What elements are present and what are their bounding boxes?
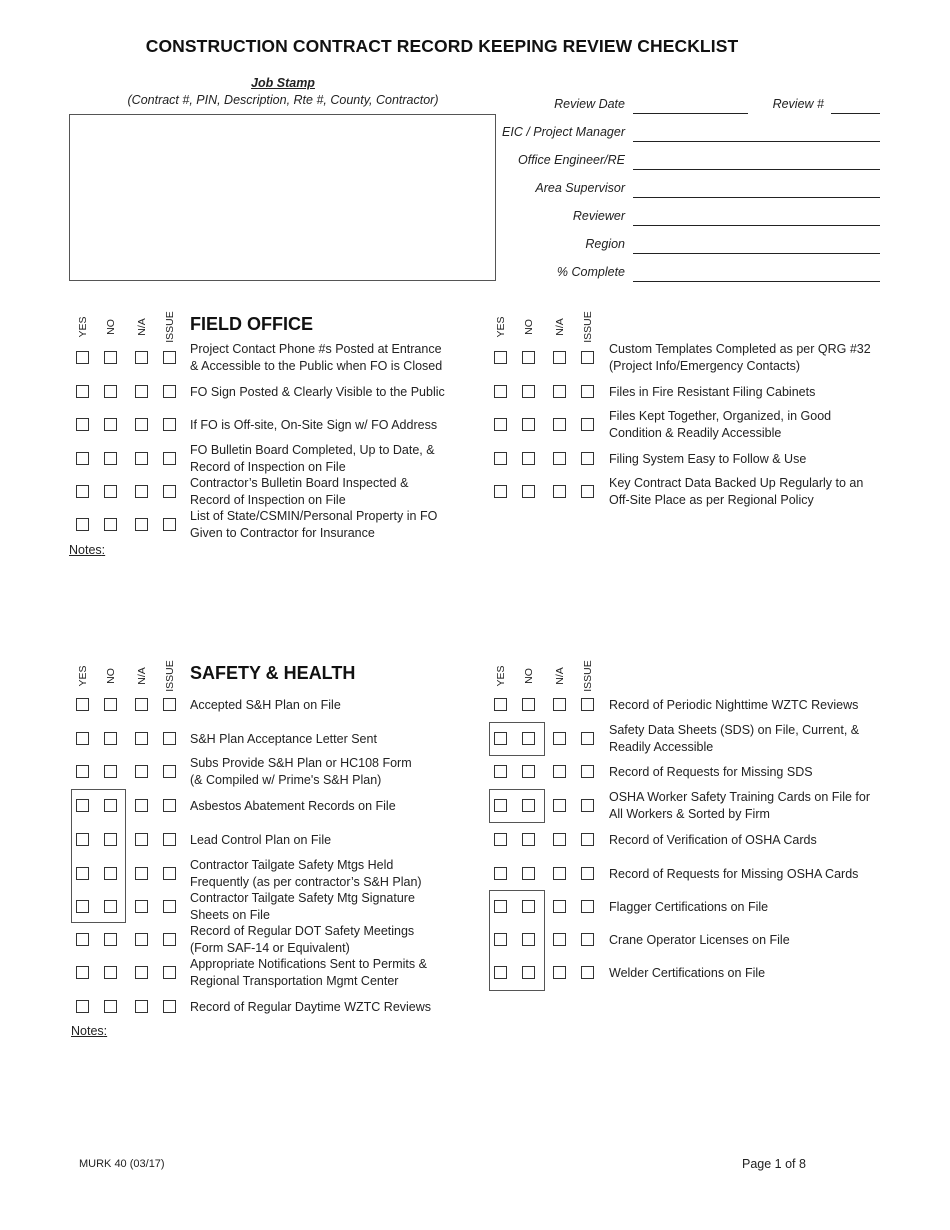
checkbox-no[interactable] — [104, 1000, 117, 1013]
checkbox-yes[interactable] — [494, 418, 507, 431]
checkbox-na[interactable] — [135, 765, 148, 778]
checklist-item-text: Files Kept Together, Organized, in Good — [609, 409, 832, 423]
checkbox-na[interactable] — [553, 765, 566, 778]
safety-health-notes-label: Notes: — [71, 1024, 108, 1038]
checkbox-no[interactable] — [522, 867, 535, 880]
checkbox-issue[interactable] — [163, 900, 176, 913]
column-header-na: N/A — [554, 318, 566, 336]
checklist-item — [609, 722, 874, 756]
review-number-field[interactable] — [831, 113, 880, 114]
column-header-yes: YES — [495, 665, 507, 687]
checklist-item-text: Record of Requests for Missing OSHA Cards — [609, 866, 859, 881]
checklist-item-text: Contractor Tailgate Safety Mtg Signature — [190, 891, 415, 905]
checkbox-yes[interactable] — [76, 1000, 89, 1013]
checkbox-na[interactable] — [553, 385, 566, 398]
checkbox-no[interactable] — [522, 966, 535, 979]
field-office-title: FIELD OFFICE — [190, 314, 313, 334]
checkbox-yes[interactable] — [494, 833, 507, 846]
percent-complete-field[interactable] — [633, 281, 880, 282]
checkbox-issue[interactable] — [163, 799, 176, 812]
checkbox-yes[interactable] — [76, 933, 89, 946]
column-header-no: NO — [105, 668, 117, 684]
checklist-item-text: Crane Operator Licenses on File — [609, 932, 790, 947]
checkbox-yes[interactable] — [76, 867, 89, 880]
checkbox-issue[interactable] — [581, 485, 594, 498]
checkbox-no[interactable] — [522, 385, 535, 398]
column-header-na: N/A — [136, 667, 148, 685]
checkbox-no[interactable] — [104, 867, 117, 880]
checkbox-no[interactable] — [522, 799, 535, 812]
checkbox-issue[interactable] — [163, 418, 176, 431]
checkbox-yes[interactable] — [494, 452, 507, 465]
checkbox-yes[interactable] — [494, 485, 507, 498]
checklist-item-text: FO Bulletin Board Completed, Up to Date, & — [190, 443, 435, 457]
checkbox-na[interactable] — [135, 1000, 148, 1013]
checkbox-yes[interactable] — [76, 351, 89, 364]
column-header-issue: ISSUE — [582, 660, 594, 692]
checkbox-yes[interactable] — [76, 698, 89, 711]
checklist-item — [609, 475, 874, 509]
checklist-item — [190, 731, 455, 748]
checkbox-no[interactable] — [522, 900, 535, 913]
checkbox-na[interactable] — [135, 418, 148, 431]
page-number: Page 1 of 8 — [742, 1157, 806, 1171]
checklist-item — [190, 508, 455, 542]
column-header-issue: ISSUE — [582, 311, 594, 343]
checklist-item — [609, 789, 874, 823]
checklist-item-text: (Project Info/Emergency Contacts) — [609, 359, 801, 373]
eic-field[interactable] — [633, 141, 880, 142]
checklist-item-text: Appropriate Notifications Sent to Permits & — [190, 957, 427, 971]
checkbox-na[interactable] — [553, 418, 566, 431]
area-supervisor-field[interactable] — [633, 197, 880, 198]
checklist-item — [190, 442, 455, 476]
checklist-item — [190, 417, 455, 434]
checklist-item-text: Subs Provide S&H Plan or HC108 Form — [190, 756, 412, 770]
checklist-item-text: FO Sign Posted & Clearly Visible to the Public — [190, 384, 445, 399]
checkbox-no[interactable] — [104, 900, 117, 913]
column-header-no: NO — [523, 668, 535, 684]
checkbox-issue[interactable] — [581, 900, 594, 913]
checkbox-issue[interactable] — [163, 732, 176, 745]
checkbox-issue[interactable] — [163, 698, 176, 711]
reviewer-field[interactable] — [633, 225, 880, 226]
checklist-item-text: Files in Fire Resistant Filing Cabinets — [609, 384, 816, 399]
checklist-item — [190, 923, 455, 957]
checklist-item — [609, 384, 874, 401]
checklist-item — [190, 956, 455, 990]
checkbox-no[interactable] — [104, 351, 117, 364]
checkbox-na[interactable] — [553, 485, 566, 498]
checklist-item-text: Project Contact Phone #s Posted at Entrance — [190, 342, 442, 356]
checkbox-no[interactable] — [522, 452, 535, 465]
field-office-notes-label: Notes: — [69, 543, 106, 557]
checklist-item — [609, 899, 874, 916]
checkbox-no[interactable] — [522, 765, 535, 778]
checkbox-na[interactable] — [553, 833, 566, 846]
checkbox-yes[interactable] — [76, 418, 89, 431]
column-header-issue: ISSUE — [164, 660, 176, 692]
checkbox-issue[interactable] — [163, 867, 176, 880]
column-header-no: NO — [105, 319, 117, 335]
checklist-item — [190, 384, 455, 401]
column-header-no: NO — [523, 319, 535, 335]
checkbox-issue[interactable] — [581, 966, 594, 979]
column-header-na: N/A — [554, 667, 566, 685]
checkbox-no[interactable] — [522, 418, 535, 431]
checklist-item-text: If FO is Off-site, On-Site Sign w/ FO Address — [190, 417, 438, 432]
checkbox-yes[interactable] — [76, 765, 89, 778]
checklist-item-text: Frequently (as per contractor’s S&H Plan) — [190, 875, 422, 889]
checkbox-issue[interactable] — [581, 799, 594, 812]
checkbox-na[interactable] — [553, 732, 566, 745]
checkbox-yes[interactable] — [76, 518, 89, 531]
checkbox-yes[interactable] — [494, 966, 507, 979]
percent-complete-label: % Complete — [556, 265, 625, 279]
checkbox-na[interactable] — [135, 385, 148, 398]
checklist-item-text: Flagger Certifications on File — [609, 899, 769, 914]
checkbox-na[interactable] — [553, 966, 566, 979]
checkbox-na[interactable] — [553, 799, 566, 812]
checklist-item-text: Off-Site Place as per Regional Policy — [609, 493, 814, 507]
office-engineer-label: Office Engineer/RE — [518, 153, 625, 167]
checkbox-issue[interactable] — [581, 765, 594, 778]
checklist-item-text: Record of Inspection on File — [190, 460, 346, 474]
checklist-item-text: Record of Regular DOT Safety Meetings — [190, 924, 415, 938]
checkbox-no[interactable] — [104, 452, 117, 465]
checklist-item — [609, 965, 874, 982]
column-header-yes: YES — [495, 316, 507, 338]
checkbox-yes[interactable] — [494, 765, 507, 778]
checkbox-issue[interactable] — [581, 867, 594, 880]
checklist-item-text: Welder Certifications on File — [609, 965, 766, 980]
checklist-item-text: All Workers & Sorted by Firm — [609, 807, 770, 821]
checklist-item-text: Given to Contractor for Insurance — [190, 526, 375, 540]
checkbox-na[interactable] — [553, 698, 566, 711]
checkbox-yes[interactable] — [494, 698, 507, 711]
checklist-item — [609, 451, 874, 468]
checklist-item-text: Record of Regular Daytime WZTC Reviews — [190, 999, 432, 1014]
checkbox-no[interactable] — [522, 698, 535, 711]
office-engineer-field[interactable] — [633, 169, 880, 170]
checkbox-no[interactable] — [104, 698, 117, 711]
checkbox-yes[interactable] — [76, 732, 89, 745]
checkbox-na[interactable] — [553, 351, 566, 364]
checkbox-yes[interactable] — [494, 900, 507, 913]
checkbox-no[interactable] — [104, 966, 117, 979]
checklist-item-text: Lead Control Plan on File — [190, 832, 332, 847]
checklist-item-text: Custom Templates Completed as per QRG #32 — [609, 342, 871, 356]
checklist-item — [190, 857, 455, 891]
checkbox-yes[interactable] — [76, 385, 89, 398]
checklist-item-text: Key Contract Data Backed Up Regularly to an — [609, 476, 864, 490]
checklist-item-text: Record of Inspection on File — [190, 493, 346, 507]
checklist-item — [609, 832, 874, 849]
checkbox-yes[interactable] — [494, 732, 507, 745]
checklist-item — [609, 697, 874, 714]
checklist-item-text: Asbestos Abatement Records on File — [190, 798, 396, 813]
checkbox-yes[interactable] — [494, 799, 507, 812]
checkbox-na[interactable] — [135, 518, 148, 531]
checkbox-yes[interactable] — [494, 351, 507, 364]
checklist-item-text: Readily Accessible — [609, 740, 714, 754]
checkbox-na[interactable] — [135, 732, 148, 745]
checklist-item-text: List of State/CSMIN/Personal Property in FO — [190, 509, 438, 523]
review-number-label: Review # — [772, 97, 824, 111]
checkbox-no[interactable] — [104, 833, 117, 846]
checkbox-na[interactable] — [553, 867, 566, 880]
checklist-item-text: Contractor’s Bulletin Board Inspected & — [190, 476, 409, 490]
eic-label: EIC / Project Manager — [502, 125, 625, 139]
review-date-field[interactable] — [633, 113, 748, 114]
checkbox-na[interactable] — [135, 933, 148, 946]
column-header-yes: YES — [77, 316, 89, 338]
checkbox-na[interactable] — [553, 452, 566, 465]
checkbox-na[interactable] — [553, 900, 566, 913]
checkbox-issue[interactable] — [163, 833, 176, 846]
checkbox-yes[interactable] — [76, 452, 89, 465]
checklist-item — [190, 890, 455, 924]
checkbox-no[interactable] — [104, 799, 117, 812]
checklist-item-text: Record of Requests for Missing SDS — [609, 764, 813, 779]
checkbox-issue[interactable] — [581, 933, 594, 946]
checklist-item — [609, 341, 874, 375]
checkbox-na[interactable] — [135, 867, 148, 880]
checklist-item-text: Contractor Tailgate Safety Mtgs Held — [190, 858, 394, 872]
checkbox-na[interactable] — [135, 799, 148, 812]
checkbox-issue[interactable] — [163, 485, 176, 498]
checkbox-yes[interactable] — [76, 900, 89, 913]
checkbox-na[interactable] — [135, 351, 148, 364]
checkbox-yes[interactable] — [76, 966, 89, 979]
checklist-item — [190, 755, 455, 789]
checkbox-issue[interactable] — [163, 385, 176, 398]
checklist-item — [190, 697, 455, 714]
checklist-item-text: & Accessible to the Public when FO is Closed — [190, 359, 443, 373]
checkbox-issue[interactable] — [163, 351, 176, 364]
checklist-item — [190, 798, 455, 815]
checklist-item — [190, 475, 455, 509]
checkbox-issue[interactable] — [581, 452, 594, 465]
checklist-item-text: Safety Data Sheets (SDS) on File, Current, & — [609, 723, 860, 737]
area-supervisor-label: Area Supervisor — [535, 181, 625, 195]
checkbox-issue[interactable] — [163, 518, 176, 531]
checkbox-issue[interactable] — [163, 933, 176, 946]
checkbox-issue[interactable] — [581, 385, 594, 398]
checklist-item-text: Record of Verification of OSHA Cards — [609, 832, 817, 847]
page-title: CONSTRUCTION CONTRACT RECORD KEEPING REVIEW CHECKLIST — [145, 36, 739, 56]
checklist-item-text: Filing System Easy to Follow & Use — [609, 451, 807, 466]
checkbox-issue[interactable] — [163, 765, 176, 778]
checkbox-issue[interactable] — [581, 418, 594, 431]
job-stamp-title: Job Stamp — [251, 76, 315, 90]
checkbox-issue[interactable] — [163, 966, 176, 979]
checkbox-na[interactable] — [135, 966, 148, 979]
checkbox-na[interactable] — [135, 452, 148, 465]
checkbox-na[interactable] — [135, 833, 148, 846]
checkbox-no[interactable] — [104, 765, 117, 778]
checkbox-na[interactable] — [553, 933, 566, 946]
checkbox-issue[interactable] — [581, 833, 594, 846]
reviewer-label: Reviewer — [572, 209, 625, 223]
checklist-item-text: Accepted S&H Plan on File — [190, 697, 341, 712]
checkbox-no[interactable] — [522, 933, 535, 946]
job-stamp-subtitle: (Contract #, PIN, Description, Rte #, County, Contractor) — [127, 93, 439, 107]
checkbox-issue[interactable] — [581, 732, 594, 745]
checkbox-yes[interactable] — [76, 799, 89, 812]
checkbox-no[interactable] — [104, 485, 117, 498]
checklist-item — [609, 764, 874, 781]
checkbox-no[interactable] — [522, 351, 535, 364]
checkbox-no[interactable] — [522, 485, 535, 498]
checkbox-yes[interactable] — [494, 867, 507, 880]
checkbox-yes[interactable] — [494, 385, 507, 398]
checkbox-na[interactable] — [135, 900, 148, 913]
checkbox-issue[interactable] — [581, 698, 594, 711]
column-header-na: N/A — [136, 318, 148, 336]
checkbox-no[interactable] — [104, 385, 117, 398]
region-field[interactable] — [633, 253, 880, 254]
checkbox-no[interactable] — [522, 833, 535, 846]
checklist-item-text: Regional Transportation Mgmt Center — [190, 974, 399, 988]
checkbox-yes[interactable] — [494, 933, 507, 946]
checkbox-yes[interactable] — [76, 485, 89, 498]
checkbox-no[interactable] — [104, 518, 117, 531]
checkbox-no[interactable] — [522, 732, 535, 745]
region-label: Region — [585, 237, 625, 251]
checkbox-issue[interactable] — [163, 452, 176, 465]
checklist-item — [609, 932, 874, 949]
checkbox-yes[interactable] — [76, 833, 89, 846]
column-header-yes: YES — [77, 665, 89, 687]
checklist-item-text: S&H Plan Acceptance Letter Sent — [190, 731, 377, 746]
checklist-item-text: (& Compiled w/ Prime's S&H Plan) — [190, 773, 382, 787]
checklist-item — [609, 408, 874, 442]
checklist-item-text: OSHA Worker Safety Training Cards on File for — [609, 790, 870, 804]
checkbox-no[interactable] — [104, 418, 117, 431]
checklist-item-text: (Form SAF-14 or Equivalent) — [190, 941, 350, 955]
checklist-item-text: Record of Periodic Nighttime WZTC Reviews — [609, 697, 859, 712]
checklist-item — [190, 341, 455, 375]
job-stamp-box[interactable] — [69, 114, 496, 281]
checkbox-issue[interactable] — [581, 351, 594, 364]
checkbox-no[interactable] — [104, 732, 117, 745]
column-header-issue: ISSUE — [164, 311, 176, 343]
checkbox-no[interactable] — [104, 933, 117, 946]
checklist-item — [190, 999, 455, 1016]
review-date-label: Review Date — [554, 97, 625, 111]
safety-health-title: SAFETY & HEALTH — [190, 663, 356, 683]
checklist-item — [609, 866, 874, 883]
checkbox-na[interactable] — [135, 698, 148, 711]
checklist-item-text: Condition & Readily Accessible — [609, 426, 782, 440]
form-id: MURK 40 (03/17) — [79, 1158, 165, 1170]
checklist-item — [190, 832, 455, 849]
checkbox-na[interactable] — [135, 485, 148, 498]
checkbox-issue[interactable] — [163, 1000, 176, 1013]
checklist-item-text: Sheets on File — [190, 908, 270, 922]
